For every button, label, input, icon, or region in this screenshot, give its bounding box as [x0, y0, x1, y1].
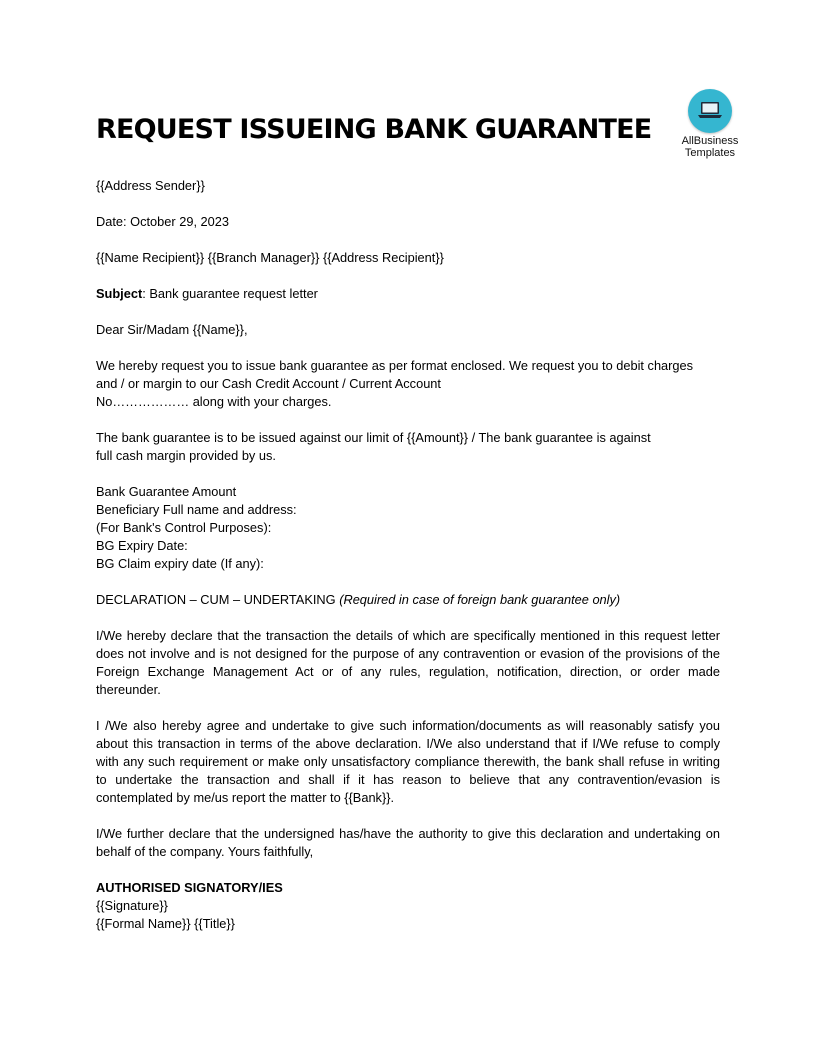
- field-control-purposes: (For Bank's Control Purposes):: [96, 520, 272, 535]
- declaration-note: (Required in case of foreign bank guarantee only): [339, 592, 621, 607]
- logo-line-1: AllBusiness: [681, 135, 739, 147]
- limit-paragraph-line-1: The bank guarantee is to be issued against our limit of {{Amount}} / The bank guarantee is against: [96, 430, 651, 445]
- declaration-heading-text: DECLARATION – CUM – UNDERTAKING: [96, 592, 340, 607]
- letter-body: [96, 177, 720, 951]
- limit-paragraph-line-2: full cash margin provided by us.: [96, 448, 276, 463]
- field-bg-amount: Bank Guarantee Amount: [96, 484, 237, 499]
- address-sender: {{Address Sender}}: [96, 178, 205, 193]
- field-bg-expiry: BG Expiry Date:: [96, 538, 188, 553]
- document-page: [96, 0, 739, 1056]
- guarantee-fields: [96, 483, 720, 573]
- document-title: REQUEST ISSUEING BANK GUARANTEE: [96, 114, 652, 145]
- declaration-paragraph-2: I /We also hereby agree and undertake to give such information/documents as will reasonably satisfy you about this transaction in terms of the above declaration. I/We also understand that if I/We refuse to comply with any such requirement or make only unsatisfactory compliance therewith, the bank shall refuse in writing to undertake the transaction and shall if it has reason to believe that any contravention/evasion is contemplated by me/us report the matter to {{Bank}}.: [96, 718, 720, 805]
- subject-text: : Bank guarantee request letter: [142, 286, 318, 301]
- logo-line-2: Templates: [684, 147, 736, 159]
- request-paragraph-line-1: We hereby request you to issue bank guarantee as per format enclosed. We request you to debit charges: [96, 358, 694, 373]
- signatory-block: [96, 879, 720, 933]
- allbusiness-templates-logo: [670, 89, 750, 159]
- letter-date: Date: October 29, 2023: [96, 214, 230, 229]
- formal-name-title: {{Formal Name}} {{Title}}: [96, 916, 235, 931]
- logo-text: [670, 135, 750, 159]
- declaration-paragraph-1: I/We hereby declare that the transaction the details of which are specifically mentioned in this request letter does not involve and is not designed for the purpose of any contravention or evasion of the provisions of the Foreign Exchange Management Act or of any rules, regulation, notification, direction, or order made thereunder.: [96, 628, 720, 697]
- field-bg-claim-expiry: BG Claim expiry date (If any):: [96, 556, 264, 571]
- logo-badge: [688, 89, 732, 133]
- recipient-line: {{Name Recipient}} {{Branch Manager}} {{Address Recipient}}: [96, 250, 444, 265]
- request-paragraph-line-2: and / or margin to our Cash Credit Account / Current Account: [96, 376, 441, 391]
- laptop-icon: [697, 100, 723, 120]
- signatory-heading: AUTHORISED SIGNATORY/IES: [96, 880, 283, 895]
- salutation: Dear Sir/Madam {{Name}},: [96, 322, 248, 337]
- limit-paragraph: [96, 429, 720, 465]
- declaration-paragraph-3: I/We further declare that the undersigned has/have the authority to give this declaration and undertaking on behalf of the company. Yours faithfully,: [96, 826, 720, 859]
- request-paragraph: [96, 357, 720, 411]
- signature-placeholder: {{Signature}}: [96, 898, 168, 913]
- declaration-heading: [96, 591, 720, 609]
- subject-label: Subject: [96, 286, 143, 301]
- subject-line: [96, 285, 720, 303]
- field-beneficiary: Beneficiary Full name and address:: [96, 502, 297, 517]
- request-paragraph-line-3: No……………… along with your charges.: [96, 394, 332, 409]
